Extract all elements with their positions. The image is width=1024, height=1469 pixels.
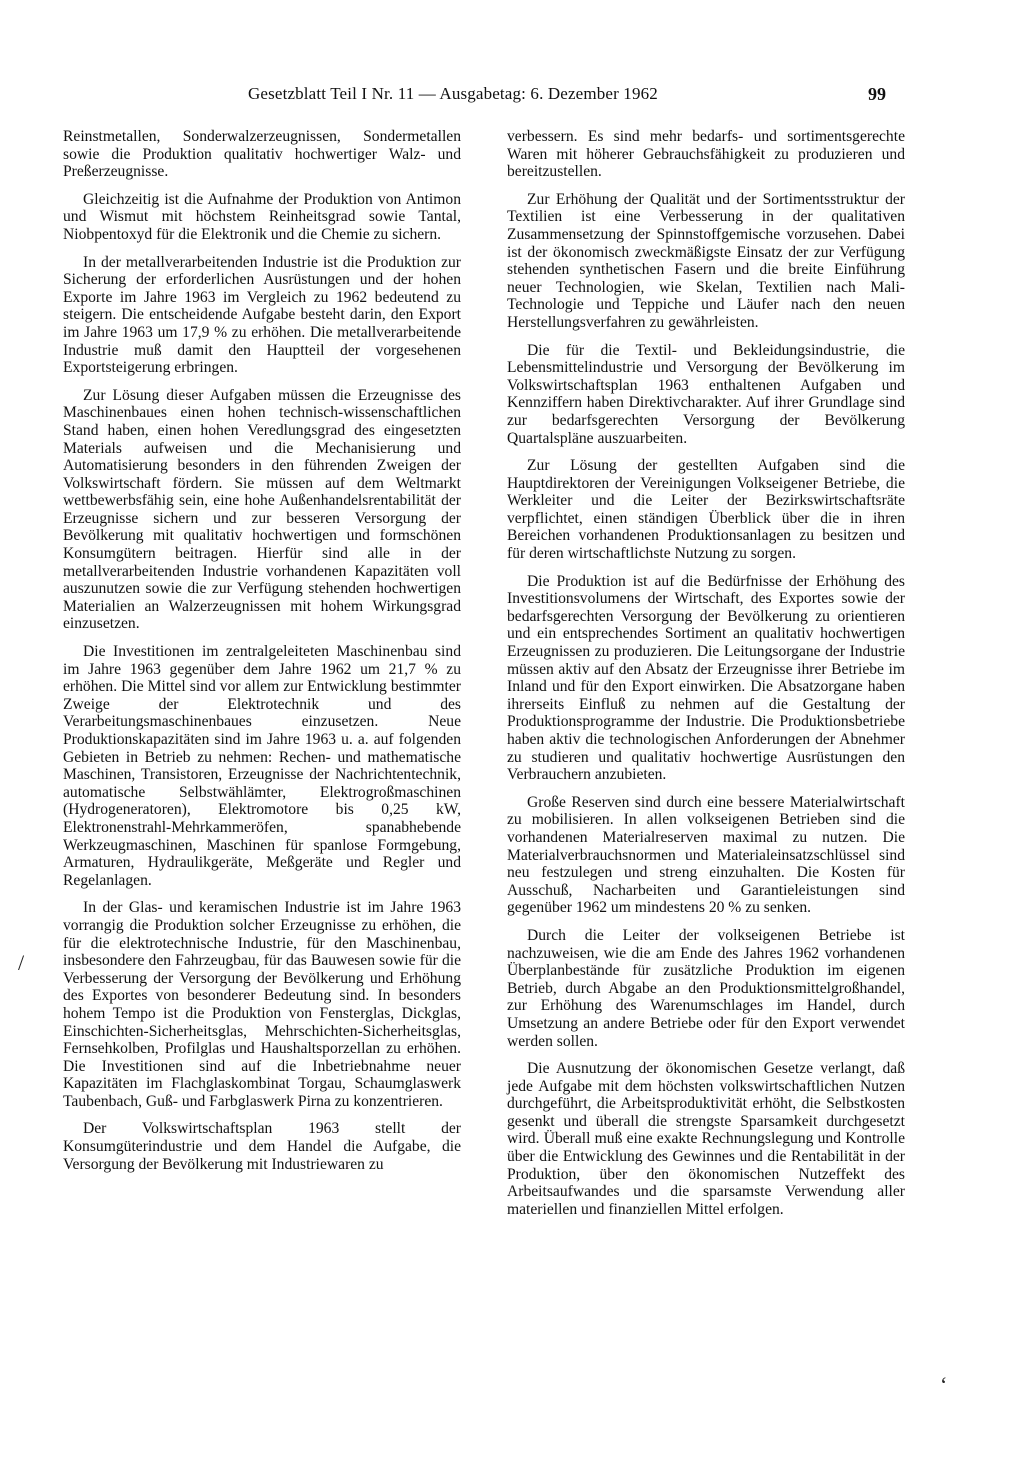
paragraph: In der metallverarbeitenden Industrie ist die Produktion zur Sicherung der erforderlichen Ausrüstungen und der hohen Exporte im Jahre 1963 im Vergleich zu 1962 bedeutend zu steigern. Die entscheidende Aufgabe besteht darin, den Export im Jahre 1963 um 17,9 % zu erhöhen. Die metallverarbeitende Industrie muß damit den Hauptteil der vorgesehenen Exportsteigerung erbringen. bbox=[63, 253, 461, 377]
right-column bbox=[507, 128, 905, 1228]
paragraph: verbessern. Es sind mehr bedarfs- und sortimentsgerechte Waren mit höherer Gebrauchsfähigkeit zu produzieren und bereitzustellen. bbox=[507, 128, 905, 181]
paragraph: Die Produktion ist auf die Bedürfnisse der Erhöhung des Investitionsvolumens der Wirtschaft, des Exportes sowie der bedarfsgerechten Versorgung der Bevölkerung zu orientieren und ein entsprechendes Sortiment an qualitativ hochwertigen Erzeugnissen zu produzieren. Die Leitungsorgane der Industrie müssen aktiv auf den Absatz der Erzeugnisse ihrer Betriebe im Inland und für den Export einwirken. Die Absatzorgane haben ihrerseits Einfluß zu nehmen auf die Gestaltung der Produktionsprogramme der Industrie. Die Produktionsbetriebe haben aktiv die technologischen Anforderungen der Abnehmer zu studieren und qualitativ hochwertige Ausrüstungen den Verbrauchern anzubieten. bbox=[507, 572, 905, 784]
page-number: 99 bbox=[868, 84, 886, 104]
paragraph: Große Reserven sind durch eine bessere Materialwirtschaft zu mobilisieren. In allen volkseigenen Betrieben sind die vorhandenen Materialreserven maximal zu nutzen. Die Materialverbrauchsnormen und Materialeinsatzschlüssel sind neu festzulegen und streng einzuhalten. Die Kosten für Ausschuß, Nacharbeiten und Garantieleistungen sind gegenüber 1962 um mindestens 20 % zu senken. bbox=[507, 793, 905, 917]
paragraph: Zur Lösung dieser Aufgaben müssen die Erzeugnisse des Maschinenbaues einen hohen technisch-wissenschaftlichen Stand haben, einen hohen Veredlungsgrad des eingesetzten Materials aufweisen und die Mechanisierung und Automatisierung besonders in den führenden Zweigen der Volkswirtschaft fördern. Sie müssen auf dem Weltmarkt wettbewerbsfähig sein, eine hohe Außenhandelsrentabilität der Erzeugnisse sichern und zur besseren Versorgung der Bevölkerung mit qualitativ hochwertigen und formschönen Konsumgütern beitragen. Hierfür sind alle in der metallverarbeitenden Industrie vorhandenen Kapazitäten voll auszunutzen sowie die zur Verfügung stehenden hochwertigen Materialien an Walzerzeugnissen mit hohem Wirkungsgrad einzusetzen. bbox=[63, 386, 461, 633]
left-column bbox=[63, 128, 461, 1183]
paragraph: Die Ausnutzung der ökonomischen Gesetze verlangt, daß jede Aufgabe mit dem höchsten volkswirtschaftlichen Nutzen durchgeführt, die Arbeitsproduktivität erhöht, die Selbstkosten gesenkt und überall die strengste Sparsamkeit durchgesetzt wird. Überall muß eine exakte Rechnungslegung und Kontrolle über die Entwicklung des Gewinnes und die Rentabilität in der Produktion, über den ökonomischen Nutzeffekt des Arbeitsaufwandes und die sparsamste Verwendung aller materiellen und finanziellen Mittel erfolgen. bbox=[507, 1060, 905, 1218]
page-header: Gesetzblatt Teil I Nr. 11 — Ausgabetag: 6. Dezember 1962 bbox=[248, 84, 658, 103]
paragraph: Zur Erhöhung der Qualität und der Sortimentsstruktur der Textilien ist eine Verbesserung in der qualitativen Zusammensetzung der Spinnstoffgemische vorzusehen. Dabei ist der ökonomisch zweckmäßigste Einsatz der zur Verfügung stehenden synthetischen Fasern und die breite Einführung neuer Technologien, wie Skelan, Textilien nach Mali-Technologie und Teppiche und Läufer nach den neuen Herstellungsverfahren zu gewährleisten. bbox=[507, 190, 905, 331]
paragraph: In der Glas- und keramischen Industrie ist im Jahre 1963 vorrangig die Produktion solcher Erzeugnisse zu erhöhen, die für die elektrotechnische Industrie, für den Maschinenbau, insbesondere den Fahrzeugbau, für das Bauwesen sowie für die Verbesserung der Versorgung der Bevölkerung und Erhöhung des Exportes von besonderer Bedeutung sind. In besonders hohem Tempo ist die Produktion von Fensterglas, Dickglas, Einschichten-Sicherheitsglas, Mehrschichten-Sicherheitsglas, Fernsehkolben, Profilglas und Haushaltsporzellan zu erhöhen. Die Investitionen sind auf die Inbetriebnahme neuer Kapazitäten im Flachglaskombinat Torgau, Schaumglaswerk Taubenbach, Guß- und Farbglaswerk Pirna zu konzentrieren. bbox=[63, 899, 461, 1110]
margin-mark: / bbox=[18, 950, 25, 975]
paragraph: Der Volkswirtschaftsplan 1963 stellt der Konsumgüterindustrie und dem Handel die Aufgabe, die Versorgung der Bevölkerung mit Industriewaren zu bbox=[63, 1120, 461, 1173]
paragraph: Die Investitionen im zentralgeleiteten Maschinenbau sind im Jahre 1963 gegenüber dem Jahre 1962 um 21,7 % zu erhöhen. Die Mittel sind vor allem zur Entwicklung bestimmter Zweige der Elektrotechnik und des Verarbeitungsmaschinenbaues einzusetzen. Neue Produktionskapazitäten sind im Jahre 1963 u. a. auf folgenden Gebieten in Betrieb zu nehmen: Rechen- und mathematische Maschinen, Transistoren, Erzeugnisse der Nachrichtentechnik, automatische Selbstwählämter, Elektrogroßmaschinen (Hydrogeneratoren), Elektromotore bis 0,25 kW, Elektronenstrahl-Mehrkammeröfen, spanabhebende Werkzeugmaschinen, Maschinen für spanlose Formgebung, Armaturen, Hydraulikgeräte, Meßgeräte und Regler und Regelanlagen. bbox=[63, 643, 461, 889]
margin-mark: ʻ bbox=[940, 1372, 948, 1397]
paragraph: Durch die Leiter der volkseigenen Betriebe ist nachzuweisen, wie die am Ende des Jahres 1962 vorhandenen Überplanbestände für zusätzliche Produktion im eigenen Betrieb, durch Abgabe an den Produktionsmittelgroßhandel, zur Erhöhung des Warenumschlages im Handel, durch Umsetzung an andere Betriebe oder für den Export verwendet werden sollen. bbox=[507, 926, 905, 1050]
paragraph: Gleichzeitig ist die Aufnahme der Produktion von Antimon und Wismut mit höchstem Reinheitsgrad sowie Tantal, Niobpentoxyd für die Elektronik und die Chemie zu sichern. bbox=[63, 190, 461, 243]
paragraph: Zur Lösung der gestellten Aufgaben sind die Hauptdirektoren der Vereinigungen Volkseigener Betriebe, die Werkleiter und die Leiter der Bezirkswirtschaftsräte verpflichtet, einen ständigen Überblick über die in ihren Bereichen vorhandenen Produktionsanlagen zu besitzen und für deren wirtschaftlichste Nutzung zu sorgen. bbox=[507, 457, 905, 563]
paragraph: Die für die Textil- und Bekleidungsindustrie, die Lebensmittelindustrie und Versorgung der Bevölkerung im Volkswirtschaftsplan 1963 enthaltenen Aufgaben und Kennziffern haben Direktivcharakter. Auf ihrer Grundlage sind zur bedarfsgerechten Versorgung der Bevölkerung Quartalspläne auszuarbeiten. bbox=[507, 341, 905, 447]
paragraph: Reinstmetallen, Sonderwalzerzeugnissen, Sondermetallen sowie die Produktion qualitativ hochwertiger Walz- und Preßerzeugnisse. bbox=[63, 128, 461, 181]
